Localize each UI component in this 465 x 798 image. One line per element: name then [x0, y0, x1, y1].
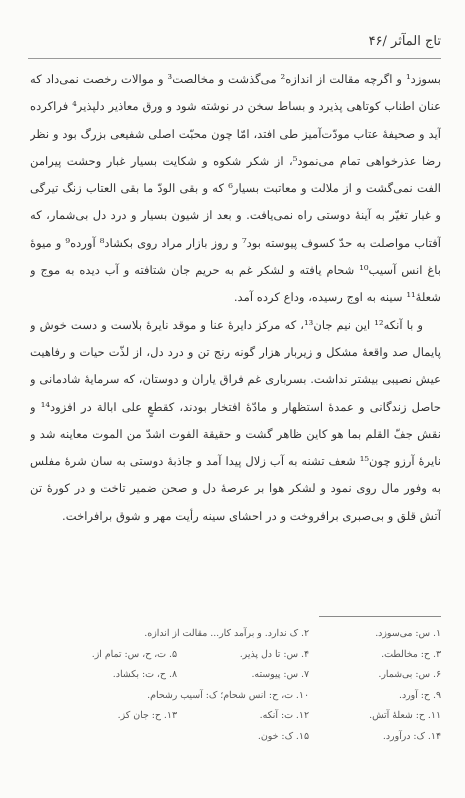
- page-header: تاج المآثر /۴۶: [368, 34, 441, 49]
- text-line: نمی‌داد که عنان اطناب کوتاهی پذیرد و بساط سخن در نوشته شود و ورق معاذیر: [30, 72, 441, 114]
- body-text: [30, 66, 441, 614]
- text-line: الودّ ما بقی العتاب زنگ تیرگی و غبار تغیّر به آینهٔ دوستی راه نمی‌یافت. و بعد از: [30, 181, 441, 223]
- text-line: شفیعی بزرگ بود و نظر رضا عذرخواهی تمام می‌نمود⁵، از شکر شکوه و شکایت: [30, 126, 441, 168]
- footnote: ۱۲. ت: آنکه.: [259, 710, 309, 722]
- footnote: ۶. س: بی‌شمار.: [378, 669, 441, 681]
- text-line: در افزود¹⁴ و نقش جفّ القلم بما هو کاین ظاهر گشت و حقیقة الفوت اشدّ من الموت: [30, 399, 441, 441]
- footnote: ۱. س: می‌سوزد.: [375, 628, 441, 639]
- footnote-row: [28, 686, 441, 707]
- text-line: معاینه شد و نایرهٔ آرزو چون¹⁵ شعف تشنه به آب زلال پیدا آمد و جاذبهٔ دوستی: [30, 426, 441, 469]
- text-line: دلپذیر⁴ فراکرده آید و صحیفهٔ عتاب مودّت‌آمیز طی افتد، امّا چون محبّت اصلی: [30, 99, 441, 141]
- paragraph-1: [30, 66, 441, 312]
- footnote: ۴. س: تا دل پذیر.: [239, 648, 309, 660]
- footnote: ۹. ح: آورد.: [398, 689, 441, 701]
- footnote: ۷. س: پیوسته.: [251, 669, 309, 681]
- footnote: ۵. ت، ح، س: تمام از.: [91, 648, 177, 660]
- footnote-row: [28, 665, 441, 686]
- text-line: شیون بسیار و درد دل بی‌شمار، که آفتاب مواصلت به حدّ کسوف پیوسته بود⁷ و: [30, 208, 441, 250]
- footnote-row: [28, 727, 441, 748]
- footnote-divider: [319, 616, 441, 617]
- header-divider: [28, 58, 441, 59]
- footnote: ۱۳. ح: جان کز.: [117, 710, 177, 722]
- footnote: ۱۵. ک: خون.: [257, 730, 309, 742]
- footnote: ۲. ک ندارد. و برآمد کار... مقالت از اندازه.: [144, 628, 309, 639]
- text-line: غم به حریم جان شتافته و آب دیده به موج و شعلهٔ¹¹ سینه به اوج رسیده، وداع کرده: [30, 263, 441, 305]
- text-line: بسیار غبار وحشت پیرامن الفت نمی‌گشت و از ملالت و معاتبت بسیار⁶ که و بقی: [30, 153, 441, 196]
- footnote: ۱۰. ت، ح: انس شحام؛ ک: آسیب رشحام.: [147, 689, 309, 701]
- text-line: شادمانی و حاصل زندگانی و عمدهٔ استظهار و مادّهٔ افتخار بودند، کقطعٍ علی ابالة: [30, 372, 441, 414]
- text-line: و با آنکه¹² این نیم جان¹³، که مرکز دایرهٔ عنا و موقد نایرهٔ بلاست و دست خوش: [35, 317, 423, 332]
- paragraph-2: [30, 312, 441, 530]
- text-line: تاخت و در کورهٔ تن آتش قلق و بی‌صبری برافروخت و در احشای سینه رأیت مهر: [30, 481, 441, 523]
- text-line: آمد.: [233, 290, 254, 305]
- text-line: به سان شرهٔ مفلس به وفور مال روی نمود و لشکر هوا بر عرصهٔ دل و صحن ضمیر: [30, 454, 441, 496]
- footnotes: [28, 624, 441, 764]
- text-line: و شوق برافراخت.: [62, 508, 150, 523]
- footnote: ۱۴. ک: درآورد.: [382, 730, 441, 742]
- footnote: ۳. ح: مخالطت.: [381, 648, 441, 660]
- footnote-row: [28, 645, 441, 666]
- footnote: ۱۱. ح: شعلهٔ آتش.: [369, 710, 441, 722]
- text-line: بسوزد¹ و اگرچه مقالت از اندازه² می‌گذشت و مخالصت³ و موالات رخصت: [78, 72, 441, 86]
- footnote: ۸. ح، ت: بکشاد.: [112, 669, 177, 681]
- footnote-row: [28, 706, 441, 727]
- footnote-row: [28, 624, 441, 645]
- text-line: روز بازار مراد روی بکشاد⁸ آورده⁹ و میوهٔ باغ انس آسیب¹⁰ شحام یافته و لشکر: [30, 235, 441, 278]
- text-line: و پایمال صد واقعهٔ مشکل و زیربار هزار گونه رنج تن و درد دل، از لذّت حیات و: [30, 317, 441, 359]
- text-line: رفاهیت عیش نصیبی بیشتر نداشت. بسرباری غم فراق یاران و دوستان، که سرمایهٔ: [30, 344, 441, 387]
